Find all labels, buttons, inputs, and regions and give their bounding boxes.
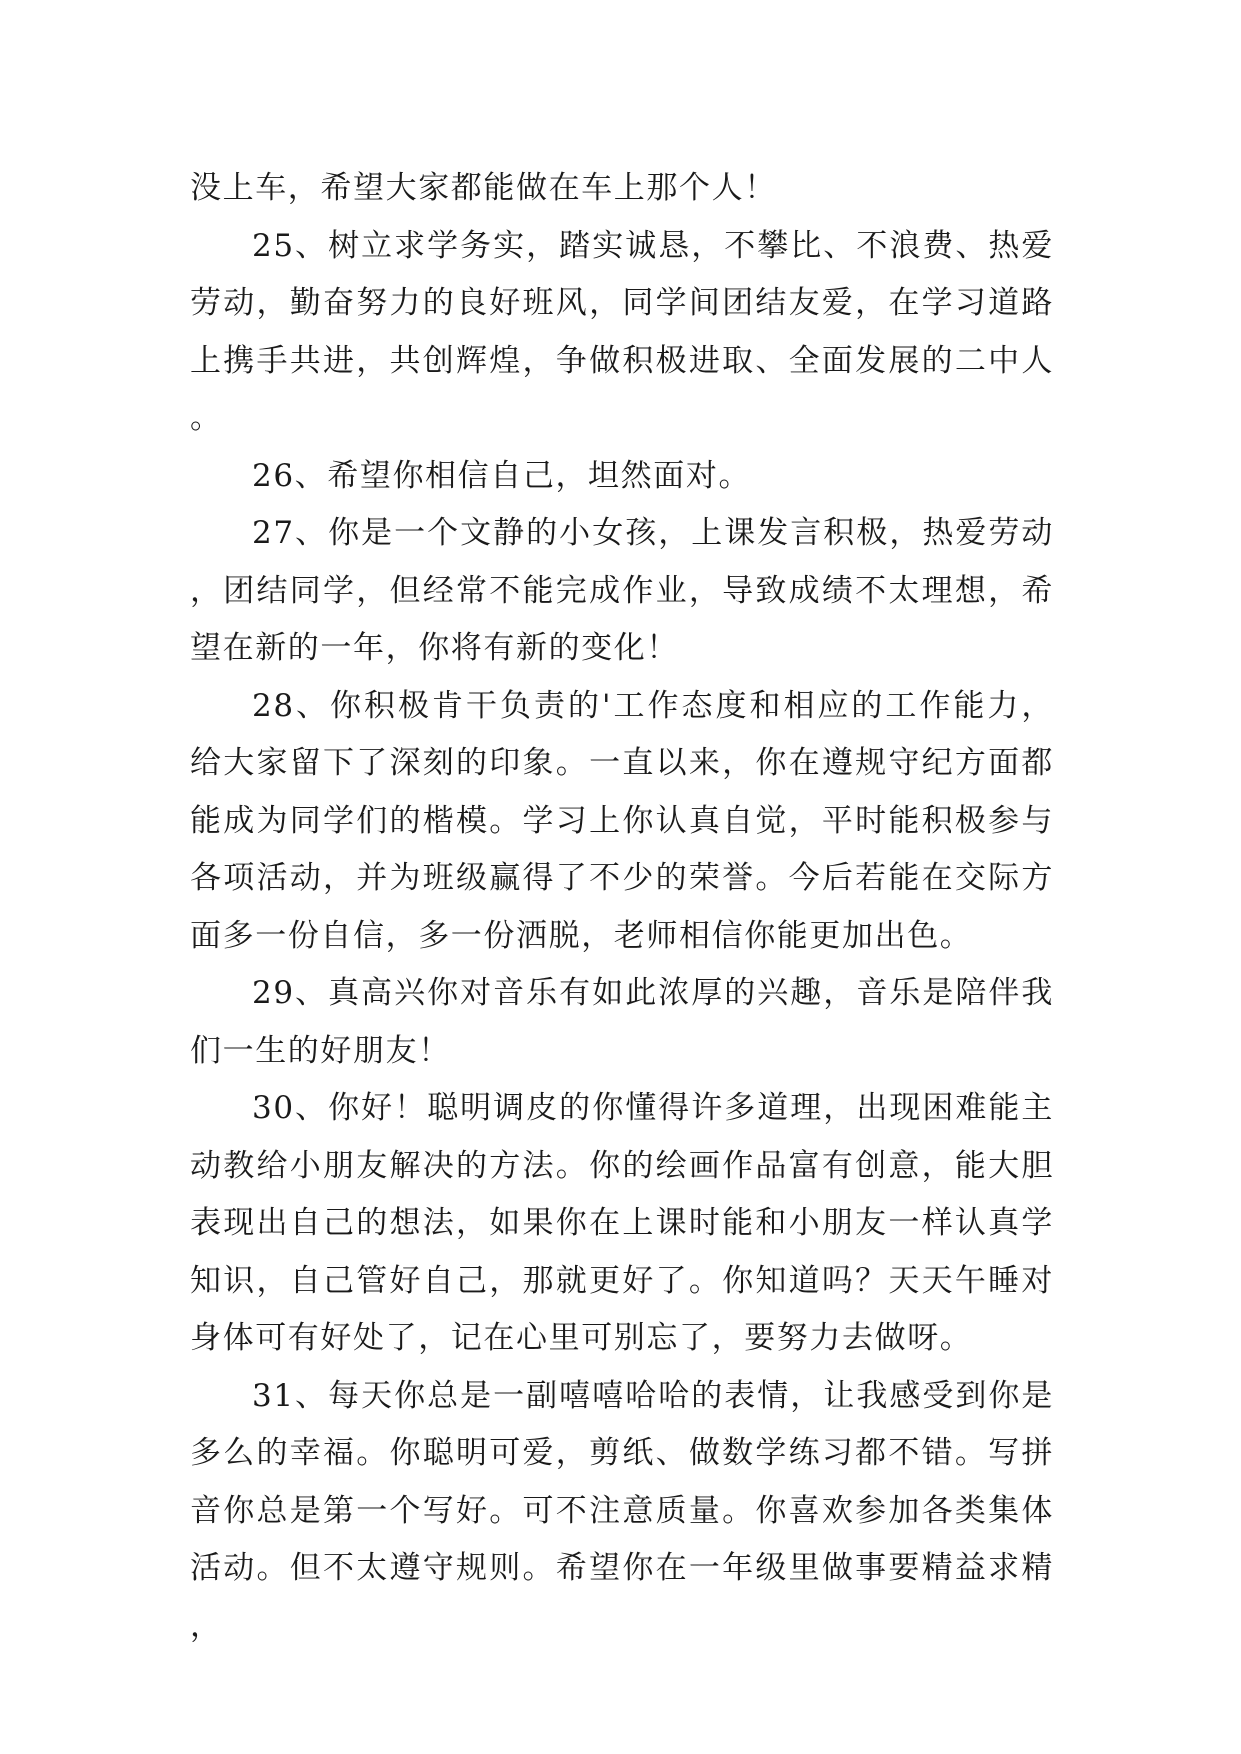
paragraph-continuation: 没上车，希望大家都能做在车上那个人！ xyxy=(190,170,777,206)
paragraph-item-28: 28、你积极肯干负责的'工作态度和相应的工作能力，给大家留下了深刻的印象。一直以来，你在遵规守纪方面都能成为同学们的楷模。学习上你认真自觉，平时能积极参与各项活动，并为班级赢得了不少的荣誉。今后若能在交际方面多一份自信，多一份洒脱，老师相信你能更加出色。 xyxy=(190,687,1054,954)
paragraph-item-27: 27、你是一个文静的小女孩，上课发言积极，热爱劳动，团结同学，但经常不能完成作业，导致成绩不太理想，希望在新的一年，你将有新的变化！ xyxy=(190,515,1054,666)
paragraph-item-31: 31、每天你总是一副嘻嘻哈哈的表情，让我感受到你是多么的幸福。你聪明可爱，剪纸、做数学练习都不错。写拼音你总是第一个写好。可不注意质量。你喜欢参加各类集体活动。但不太遵守规则。希望你在一年级里做事要精益求精， xyxy=(190,1377,1054,1644)
paragraph-item-30: 30、你好！聪明调皮的你懂得许多道理，出现困难能主动教给小朋友解决的方法。你的绘画作品富有创意，能大胆表现出自己的想法，如果你在上课时能和小朋友一样认真学知识，自己管好自己，那就更好了。你知道吗？天天午睡对身体可有好处了，记在心里可别忘了，要努力去做呀。 xyxy=(190,1090,1054,1356)
document-body xyxy=(190,160,1054,1655)
paragraph-item-29: 29、真高兴你对音乐有如此浓厚的兴趣，音乐是陪伴我们一生的好朋友！ xyxy=(190,975,1054,1069)
paragraph-item-26: 26、希望你相信自己，坦然面对。 xyxy=(252,457,752,494)
paragraph-item-25: 25、树立求学务实，踏实诚恳，不攀比、不浪费、热爱劳动，勤奋努力的良好班风，同学间团结友爱，在学习道路上携手共进，共创辉煌，争做积极进取、全面发展的二中人。 xyxy=(190,227,1054,436)
